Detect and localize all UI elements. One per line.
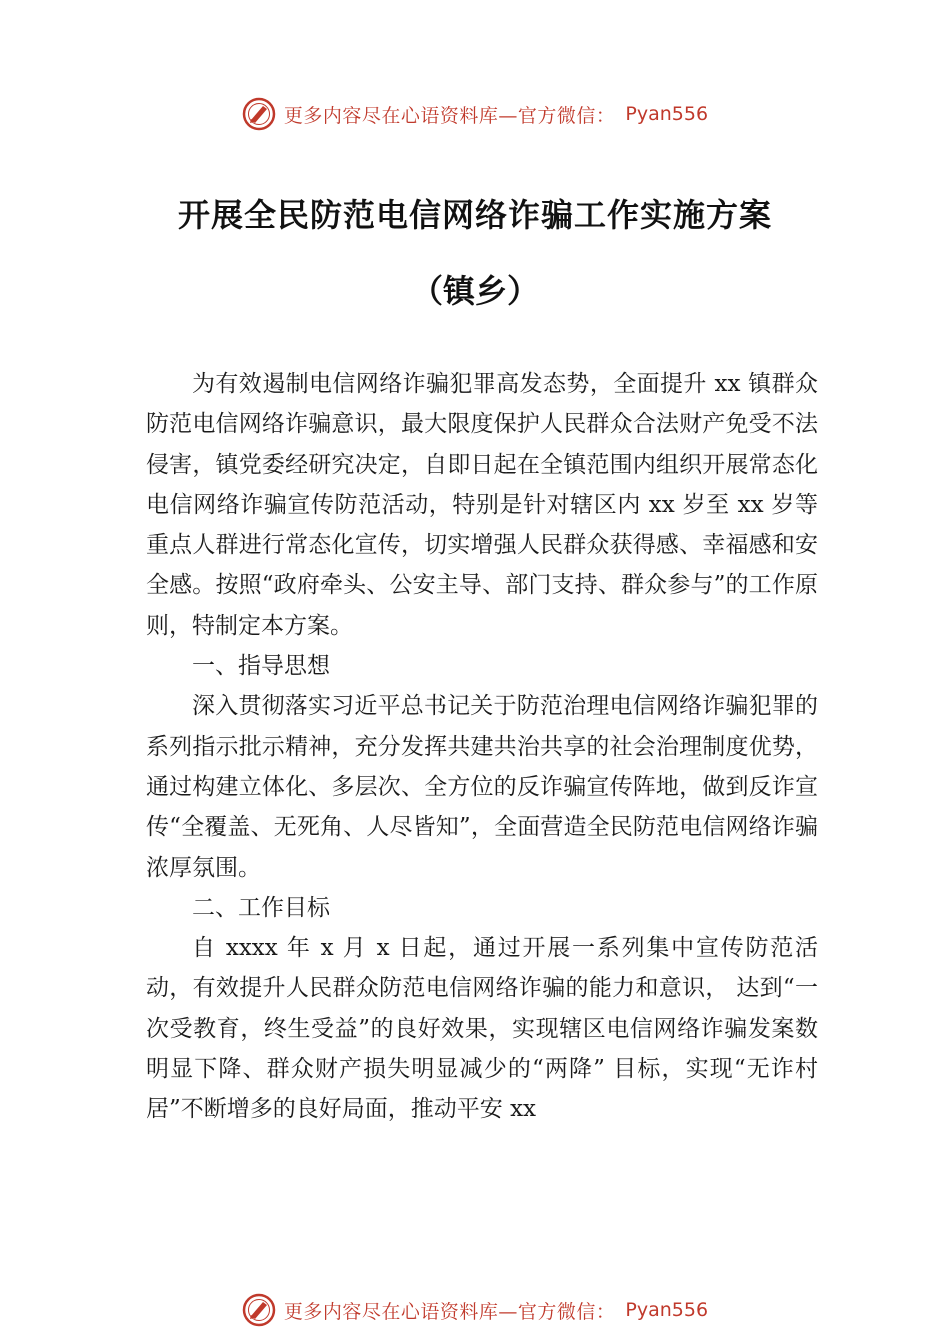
stamp-logo-icon [242, 97, 276, 131]
footer-banner [0, 1290, 950, 1330]
document-body [146, 364, 818, 1130]
document-title: 开展全民防范电信网络诈骗工作实施方案 [177, 196, 772, 234]
work-goals-paragraph: 自 xxxx 年 x 月 x 日起，通过开展一系列集中宣传防范活动，有效提升人民群众防范电信网络诈骗的能力和意识， 达到“一次受教育，终生受益”的良好效果，实现辖区电信网络诈骗发案数明显下降、群众财产损失明显减少的“两降” 目标，实现“无诈村居”不断增多的良好局面，推动平安 xx [146, 935, 818, 1123]
banner-text: 更多内容尽在心语资料库—官方微信： [283, 104, 616, 127]
wechat-id: Pyan556 [625, 103, 709, 125]
wechat-id: Pyan556 [625, 1299, 709, 1321]
document-subtitle: （镇乡） [410, 272, 539, 310]
header-banner [0, 94, 950, 134]
section-heading-work-goals: 二、工作目标 [192, 894, 330, 921]
guiding-ideology-paragraph: 深入贯彻落实习近平总书记关于防范治理电信网络诈骗犯罪的系列指示批示精神，充分发挥共建共治共享的社会治理制度优势，通过构建立体化、多层次、全方位的反诈骗宣传阵地，做到反诈宣传“全覆盖、无死角、人尽皆知”，全面营造全民防范电信网络诈骗浓厚氛围。 [146, 693, 818, 881]
intro-paragraph: 为有效遏制电信网络诈骗犯罪高发态势，全面提升 xx 镇群众防范电信网络诈骗意识，最大限度保护人民群众合法财产免受不法侵害，镇党委经研究决定，自即日起在全镇范围内组织开展常态化电信网络诈骗宣传防范活动，特别是针对辖区内 xx 岁至 xx 岁等重点人群进行常态化宣传，切实增强人民群众获得感、幸福感和安全感。按照“政府牵头、公安主导、部门支持、群众参与”的工作原则，特制定本方案。 [146, 371, 818, 639]
stamp-logo-icon [242, 1293, 276, 1327]
banner-text: 更多内容尽在心语资料库—官方微信： [283, 1300, 616, 1323]
section-heading-guiding-ideology: 一、指导思想 [192, 653, 330, 680]
